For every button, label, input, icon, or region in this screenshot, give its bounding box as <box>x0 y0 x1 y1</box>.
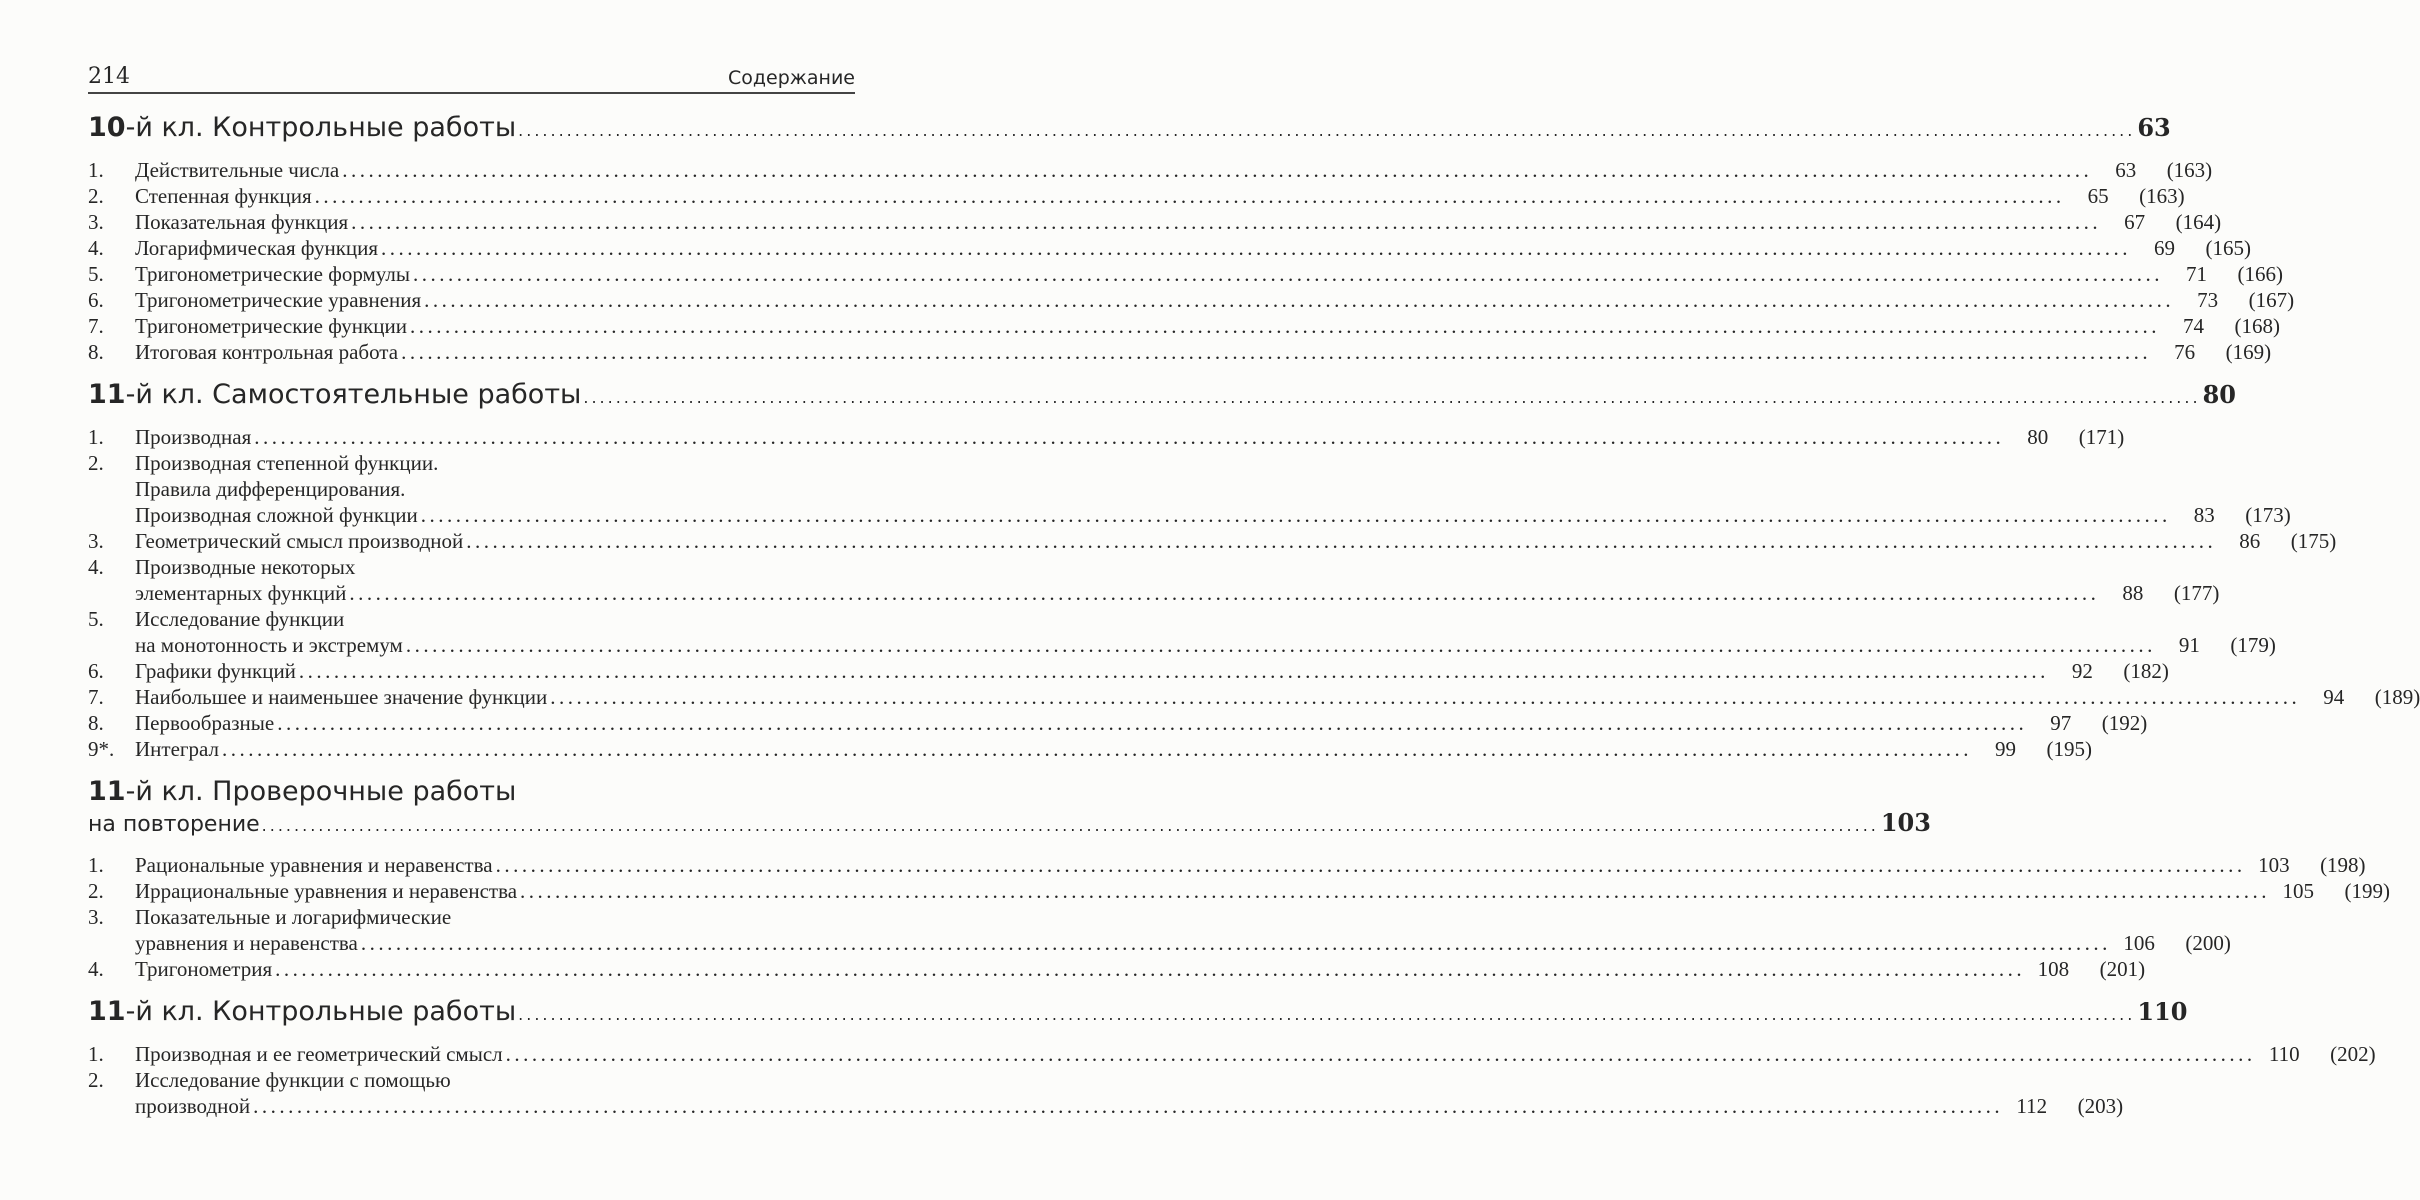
entry-title: Тригонометрические функции <box>135 314 407 338</box>
entry-line <box>135 450 855 476</box>
entry-title: Производная <box>135 425 252 449</box>
entry-line <box>135 1041 2376 1067</box>
entry-title: Итоговая контрольная работа <box>135 340 399 364</box>
entry-line <box>135 313 2280 339</box>
entry-page: 86 <box>2239 529 2261 553</box>
entry-page: 92 <box>2071 659 2093 683</box>
entry-page: 105 <box>2282 879 2315 903</box>
entry-line <box>135 235 2252 261</box>
entry-title: на монотонность и экстремум <box>135 633 403 657</box>
entry-line <box>135 183 2185 209</box>
dot-leader: ........................................................................................................................................................................................................ <box>420 503 2171 527</box>
entry-title: Логарифмическая функция <box>135 236 379 260</box>
toc-entry <box>88 313 2280 339</box>
toc-entry <box>88 554 2220 606</box>
entry-answers-page: (177) <box>2173 581 2220 605</box>
entry-answers-page: (198) <box>2320 853 2366 877</box>
toc-entry <box>88 157 2213 183</box>
entry-number: 3. <box>88 529 104 553</box>
entry-line <box>135 710 2148 736</box>
entry-title: Тригонометрические уравнения <box>135 288 422 312</box>
toc-entry <box>88 339 2272 365</box>
entry-answers-page: (168) <box>2234 314 2280 338</box>
entry-number: 2. <box>88 1068 104 1092</box>
dot-leader: ........................................................................................................................................................................................................ <box>254 425 2005 449</box>
dot-leader: ........................................................................................................................................................................................................ <box>412 262 2163 286</box>
section-title-line <box>88 112 2171 147</box>
entry-line <box>135 632 2276 658</box>
entry-answers-page: (175) <box>2290 529 2337 553</box>
entry-line <box>135 424 2125 450</box>
entry-line <box>135 261 2283 287</box>
toc-entry <box>88 684 2420 710</box>
dot-leader: ........................................................................................................................................................................................................ <box>409 314 2160 338</box>
toc-entry <box>88 956 2146 982</box>
dot-leader: ........................................................................................................................................................................................................ <box>253 1094 2004 1118</box>
entry-body <box>135 339 2272 365</box>
dot-leader: ........................................................................................................................................................................................................ <box>381 236 2132 260</box>
entry-answers-page: (192) <box>2101 711 2148 735</box>
section-title <box>88 112 516 144</box>
entry-page: 99 <box>1995 737 2016 761</box>
section-title-text: -й кл. Контрольные работы <box>125 112 517 143</box>
dot-leader: ........................................................................................................................................................................................................ <box>495 853 2246 877</box>
section-page-number: 63 <box>2137 113 2171 142</box>
entry-number: 7. <box>88 314 104 338</box>
entry-line <box>135 528 2337 554</box>
entry-page: 108 <box>2037 957 2070 981</box>
entry-body <box>135 424 2125 450</box>
entry-number: 2. <box>88 184 104 208</box>
section-grade-number: 10 <box>88 112 126 143</box>
entry-line <box>135 502 2291 528</box>
toc-entry <box>88 209 2222 235</box>
entry-page: 112 <box>2016 1094 2048 1118</box>
entry-answers-page: (200) <box>2185 931 2231 955</box>
entry-page: 71 <box>2185 262 2207 286</box>
entry-number: 1. <box>88 853 104 877</box>
entry-title: Показательная функция <box>135 210 349 234</box>
entry-number: 8. <box>88 711 104 735</box>
toc-entry <box>88 183 2185 209</box>
entry-title: Производная сложной функции <box>135 503 418 527</box>
entry-number: 4. <box>88 555 104 579</box>
toc-entry <box>88 1067 2124 1119</box>
entry-answers-page: (163) <box>2139 184 2185 208</box>
section-title-line <box>88 776 775 808</box>
entry-number: 7. <box>88 685 104 709</box>
entry-number: 3. <box>88 905 104 929</box>
entry-title: Степенная функция <box>135 184 312 208</box>
entry-answers-page: (163) <box>2166 158 2213 182</box>
entry-body <box>135 606 2276 658</box>
dot-leader: ........................................................................................................................................................................................................ <box>275 957 2026 981</box>
section-page-number: 80 <box>2202 380 2236 409</box>
entry-number: 4. <box>88 236 104 260</box>
entry-answers-page: (166) <box>2237 262 2283 286</box>
table-of-contents <box>88 112 2420 1119</box>
section-grade-number: 11 <box>88 996 126 1027</box>
section-title-line <box>88 808 1931 842</box>
entry-title: производной <box>135 1094 251 1118</box>
entry-title: Исследование функции с помощью <box>135 1068 451 1092</box>
entry-body <box>135 658 2169 684</box>
entry-page: 69 <box>2154 236 2176 260</box>
entry-body <box>135 261 2283 287</box>
entry-answers-page: (199) <box>2344 879 2391 903</box>
entry-title: Геометрический смысл производной <box>135 529 464 553</box>
entry-body <box>135 904 2231 956</box>
dot-leader: ........................................................................................................................................................................................................ <box>505 1042 2256 1066</box>
entry-number: 1. <box>88 1042 104 1066</box>
toc-entry <box>88 852 2366 878</box>
entry-page: 110 <box>2268 1042 2300 1066</box>
entry-answers-page: (173) <box>2245 503 2291 527</box>
entry-line <box>135 736 2092 762</box>
entry-title: Показательные и логарифмические <box>135 905 452 929</box>
toc-entry <box>88 736 2092 762</box>
entry-title: Производная степенной функции. <box>135 451 439 475</box>
entry-body <box>135 852 2366 878</box>
entry-answers-page: (164) <box>2175 210 2222 234</box>
entry-title: Наибольшее и наименьшее значение функции <box>135 685 548 709</box>
section-title-text: -й кл. Контрольные работы <box>125 996 517 1027</box>
entry-title: Исследование функции <box>135 607 345 631</box>
entry-body <box>135 1067 2124 1119</box>
dot-leader: ........................................................................................................................................................................................................ <box>351 210 2102 234</box>
entry-title: уравнения и неравенства <box>135 931 358 955</box>
entry-answers-page: (165) <box>2205 236 2252 260</box>
section-title <box>88 776 516 807</box>
entry-answers-page: (202) <box>2330 1042 2376 1066</box>
entry-body <box>135 554 2220 606</box>
entry-answers-page: (182) <box>2123 659 2169 683</box>
dot-leader: ........................................................................................................................................................................................................ <box>342 158 2093 182</box>
section-title <box>88 996 516 1028</box>
entry-title: Иррациональные уравнения и неравенства <box>135 879 518 903</box>
dot-leader: ........................................................................................................................................................................................................ <box>520 879 2271 903</box>
entry-answers-page: (171) <box>2078 425 2125 449</box>
entry-answers-page: (179) <box>2230 633 2276 657</box>
entry-number: 1. <box>88 425 104 449</box>
entry-page: 74 <box>2182 314 2204 338</box>
section-title-line <box>88 996 2188 1031</box>
entry-title: Действительные числа <box>135 158 340 182</box>
dot-leader: ........................................................................................................................................................................................................ <box>405 633 2156 657</box>
entry-answers-page: (201) <box>2099 957 2146 981</box>
entry-line <box>135 930 2231 956</box>
toc-entry <box>88 606 2276 658</box>
entry-line <box>135 339 2272 365</box>
dot-leader: ........................................................................................................................................................................................................ <box>277 711 2028 735</box>
entry-body <box>135 1041 2376 1067</box>
toc-entry <box>88 904 2231 956</box>
entry-body <box>135 157 2213 183</box>
entry-title: элементарных функций <box>135 581 347 605</box>
section-title-line <box>88 379 2236 414</box>
entry-number: 3. <box>88 210 104 234</box>
entry-title: Рациональные уравнения и неравенства <box>135 853 493 877</box>
entry-title: Тригонометрия <box>135 957 273 981</box>
entry-page: 67 <box>2124 210 2146 234</box>
entry-answers-page: (189) <box>2374 685 2420 709</box>
entry-body <box>135 878 2391 904</box>
entry-line <box>135 476 855 502</box>
entry-number: 5. <box>88 607 104 631</box>
entry-number: 2. <box>88 451 104 475</box>
entry-title: Правила дифференцирования. <box>135 477 406 501</box>
entry-number: 2. <box>88 879 104 903</box>
toc-entry <box>88 658 2169 684</box>
entry-title: Производная и ее геометрический смысл <box>135 1042 503 1066</box>
dot-leader: ........................................................................................................................................................................................................ <box>298 659 2049 683</box>
entry-line <box>135 904 855 930</box>
dot-leader: ........................................................................................................................................................................................................ <box>424 288 2175 312</box>
dot-leader: ........................................................................................................................................................................................................ <box>518 121 2136 140</box>
entry-title: Графики функций <box>135 659 296 683</box>
entry-page: 106 <box>2123 931 2155 955</box>
entry-line <box>135 852 2366 878</box>
entry-line <box>135 209 2222 235</box>
entry-answers-page: (167) <box>2248 288 2295 312</box>
entry-body <box>135 209 2222 235</box>
entry-number: 5. <box>88 262 104 286</box>
entry-answers-page: (169) <box>2225 340 2272 364</box>
entry-page: 103 <box>2258 853 2290 877</box>
dot-leader: ........................................................................................................................................................................................................ <box>261 816 1879 835</box>
entry-page: 73 <box>2197 288 2219 312</box>
entry-line <box>135 878 2391 904</box>
section-title-text: -й кл. Самостоятельные работы <box>125 379 582 410</box>
entry-page: 94 <box>2323 685 2345 709</box>
section-title-text: -й кл. Проверочные работы <box>125 776 517 807</box>
entry-line <box>135 606 855 632</box>
entry-body <box>135 956 2146 982</box>
section-grade-number: 11 <box>88 776 126 807</box>
toc-entry <box>88 878 2391 904</box>
entry-line <box>135 684 2420 710</box>
toc-entry <box>88 710 2148 736</box>
running-title: Содержание <box>728 67 855 89</box>
entry-title: Тригонометрические формулы <box>135 262 410 286</box>
entry-line <box>135 554 855 580</box>
section-heading <box>88 776 1931 842</box>
dot-leader: ........................................................................................................................................................................................................ <box>314 184 2065 208</box>
dot-leader: ........................................................................................................................................................................................................ <box>349 581 2100 605</box>
entry-answers-page: (203) <box>2077 1094 2124 1118</box>
entry-body <box>135 736 2092 762</box>
toc-entry <box>88 287 2295 313</box>
section-page-number: 110 <box>2137 997 2188 1026</box>
entry-body <box>135 183 2185 209</box>
entry-body <box>135 528 2337 554</box>
entry-line <box>135 157 2213 183</box>
entry-title: Производные некоторых <box>135 555 356 579</box>
entry-line <box>135 287 2295 313</box>
entry-body <box>135 313 2280 339</box>
section-heading <box>88 379 2236 414</box>
entry-number: 4. <box>88 957 104 981</box>
entry-number: 9*. <box>88 737 115 761</box>
entry-answers-page: (195) <box>2046 737 2092 761</box>
entry-page: 83 <box>2193 503 2215 527</box>
entry-body <box>135 450 2291 528</box>
toc-entry <box>88 450 2291 528</box>
entry-page: 63 <box>2115 158 2137 182</box>
entry-page: 91 <box>2178 633 2200 657</box>
entry-number: 6. <box>88 659 104 683</box>
entry-page: 97 <box>2050 711 2072 735</box>
toc-entry <box>88 261 2283 287</box>
page-header <box>88 56 855 94</box>
dot-leader: ........................................................................................................................................................................................................ <box>518 1005 2136 1024</box>
toc-entry <box>88 424 2125 450</box>
entry-number: 6. <box>88 288 104 312</box>
entry-title: Первообразные <box>135 711 275 735</box>
entry-body <box>135 287 2295 313</box>
entry-line <box>135 956 2146 982</box>
dot-leader: ........................................................................................................................................................................................................ <box>583 388 2201 407</box>
entry-body <box>135 235 2252 261</box>
section-heading <box>88 996 2188 1031</box>
entry-page: 80 <box>2027 425 2049 449</box>
entry-body <box>135 710 2148 736</box>
dot-leader: ........................................................................................................................................................................................................ <box>222 737 1972 761</box>
entry-line <box>135 580 2220 606</box>
dot-leader: ........................................................................................................................................................................................................ <box>360 931 2111 955</box>
section-heading <box>88 112 2171 147</box>
page-number: 214 <box>88 64 130 89</box>
toc-entry <box>88 235 2252 261</box>
toc-entry <box>88 528 2337 554</box>
entry-title: Интеграл <box>135 737 219 761</box>
dot-leader: ........................................................................................................................................................................................................ <box>401 340 2152 364</box>
section-grade-number: 11 <box>88 379 126 410</box>
section-title <box>88 379 581 411</box>
section-title-continued: на повторение <box>88 812 260 837</box>
section-page-number: 103 <box>1880 808 1931 837</box>
entry-page: 65 <box>2087 184 2109 208</box>
entry-line <box>135 1067 855 1093</box>
entry-line <box>135 1093 2124 1119</box>
entry-page: 76 <box>2174 340 2196 364</box>
entry-line <box>135 658 2169 684</box>
dot-leader: ........................................................................................................................................................................................................ <box>466 529 2217 553</box>
toc-entry <box>88 1041 2376 1067</box>
entry-number: 8. <box>88 340 104 364</box>
entry-body <box>135 684 2420 710</box>
entry-page: 88 <box>2122 581 2144 605</box>
dot-leader: ........................................................................................................................................................................................................ <box>550 685 2301 709</box>
entry-number: 1. <box>88 158 104 182</box>
